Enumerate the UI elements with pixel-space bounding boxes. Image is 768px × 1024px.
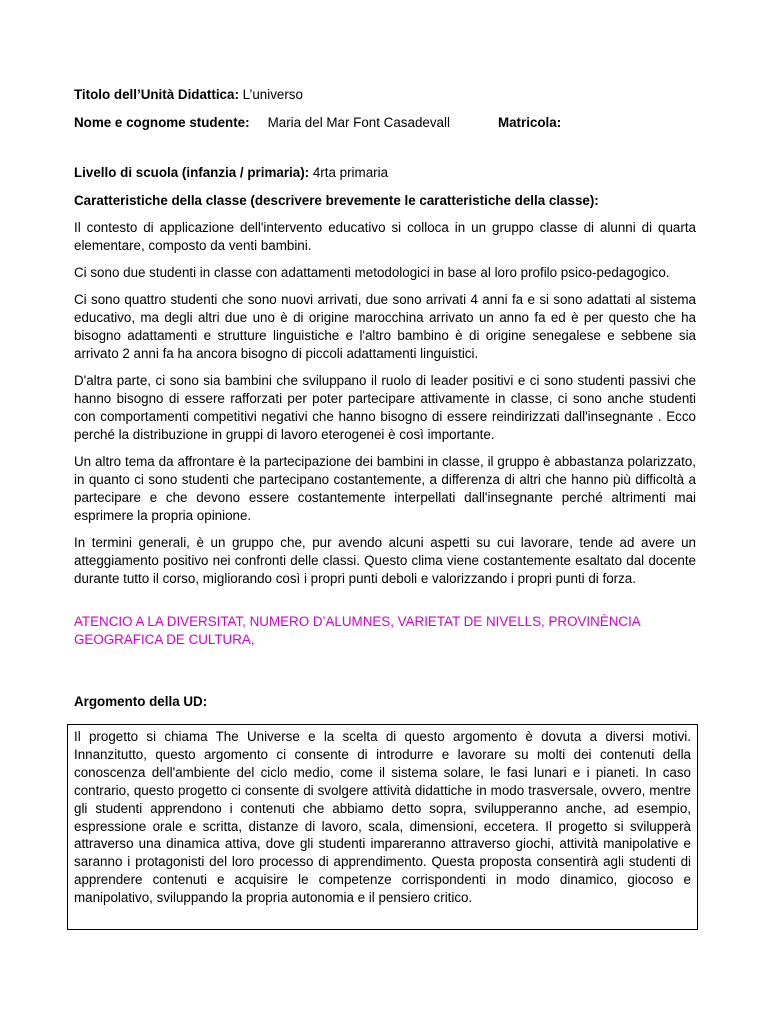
paragraph-6: In termini generali, è un gruppo che, pur avendo alcuni aspetti su cui lavorare, tende ad avere un atteggiamento positivo nei confronti delle classi. Questo clima viene costantemente esaltato dal docente durante tutto il corso, migliorando così i propri punti deboli e valorizzando i propri punti di forza. [74, 535, 696, 586]
student-name: Maria del Mar Font Casadevall [267, 115, 450, 130]
student-label: Nome e cognome studente: [74, 115, 250, 130]
student-row [74, 114, 696, 132]
paragraph-2: Ci sono due studenti in classe con adattamenti metodologici in base al loro profilo psico-pedagogico. [74, 265, 670, 280]
paragraph-3: Ci sono quattro studenti che sono nuovi arrivati, due sono arrivati 4 anni fa e si sono adattati al sistema educativo, ma degli altri due uno è di origine marocchina arrivato un anno fa ed è per questo che ha bisogno adattamenti e strutture linguistiche e l'altro bambino è di origine senegalese e sebbene sia arrivato 2 anni fa ha ancora bisogno di piccoli adattamenti linguistici. [74, 292, 696, 361]
topic-heading: Argomento della UD: [74, 694, 208, 709]
title-row [74, 86, 696, 104]
title-value: L’universo [238, 87, 303, 102]
diversity-note: ATENCIO A LA DIVERSITAT, NUMERO D’ALUMNES, VARIETAT DE NIVELLS, PROVINÈNCIA GEOGRAFICA DE CULTURA, [74, 614, 641, 647]
paragraph-5: Un altro tema da affrontare è la partecipazione dei bambini in classe, il gruppo è abbastanza polarizzato, in quanto ci sono studenti che partecipano costantemente, a differenza di altri che hanno più difficoltà a partecipare e che devono essere costantemente interpellati dall'insegnante perché altrimenti mai esprimere la propria opinione. [74, 454, 696, 523]
level-row [74, 164, 696, 182]
title-label: Titolo dell’Unità Didattica: [74, 87, 239, 102]
document-page [74, 86, 696, 711]
level-label: Livello di scuola (infanzia / primaria): [74, 165, 310, 180]
paragraph-1: Il contesto di applicazione dell'intervento educativo si colloca in un gruppo classe di alunni di quarta elementare, composto da venti bambini. [74, 220, 696, 253]
matricola-label: Matricola: [497, 115, 562, 130]
topic-box [67, 724, 698, 930]
class-heading: Caratteristiche della classe (descrivere brevemente le caratteristiche della classe): [74, 193, 599, 208]
paragraph-4: D'altra parte, ci sono sia bambini che sviluppano il ruolo di leader positivi e ci sono studenti passivi che hanno bisogno di essere rafforzati per poter partecipare attivamente in classe, ci sono anche studenti con comportamenti competitivi negativi che hanno bisogno di essere reindirizzati dall'insegnante . Ecco perché la distribuzione in gruppi di lavoro eterogenei è così importante. [74, 373, 696, 442]
topic-text: Il progetto si chiama The Universe e la scelta di questo argomento è dovuta a diversi motivi. Innanzitutto, questo argomento ci consente di introdurre e lavorare su molti dei contenuti della conoscenza dell'ambiente del ciclo medio, come il sistema solare, le fasi lunari e i pianeti. In caso contrario, questo progetto ci consente di svolgere attività didattiche in modo trasversale, ovvero, mentre gli studenti apprendono i contenuti che abbiamo detto sopra, svilupperanno anche, ad esempio, espressione orale e scritta, distanze di lavoro, scala, dimensioni, eccetera. Il progetto si svilupperà attraverso una dinamica attiva, dove gli studenti impareranno attraverso giochi, attività manipolative e saranno i protagonisti del loro processo di apprendimento. Questa proposta consentirà agli studenti di apprendere contenuti e acquisire le competenze corrispondenti in modo dinamico, giocoso e manipolativo, sviluppando la propria autonomia e il pensiero critico. [74, 729, 691, 906]
level-value: 4rta primaria [309, 165, 389, 180]
